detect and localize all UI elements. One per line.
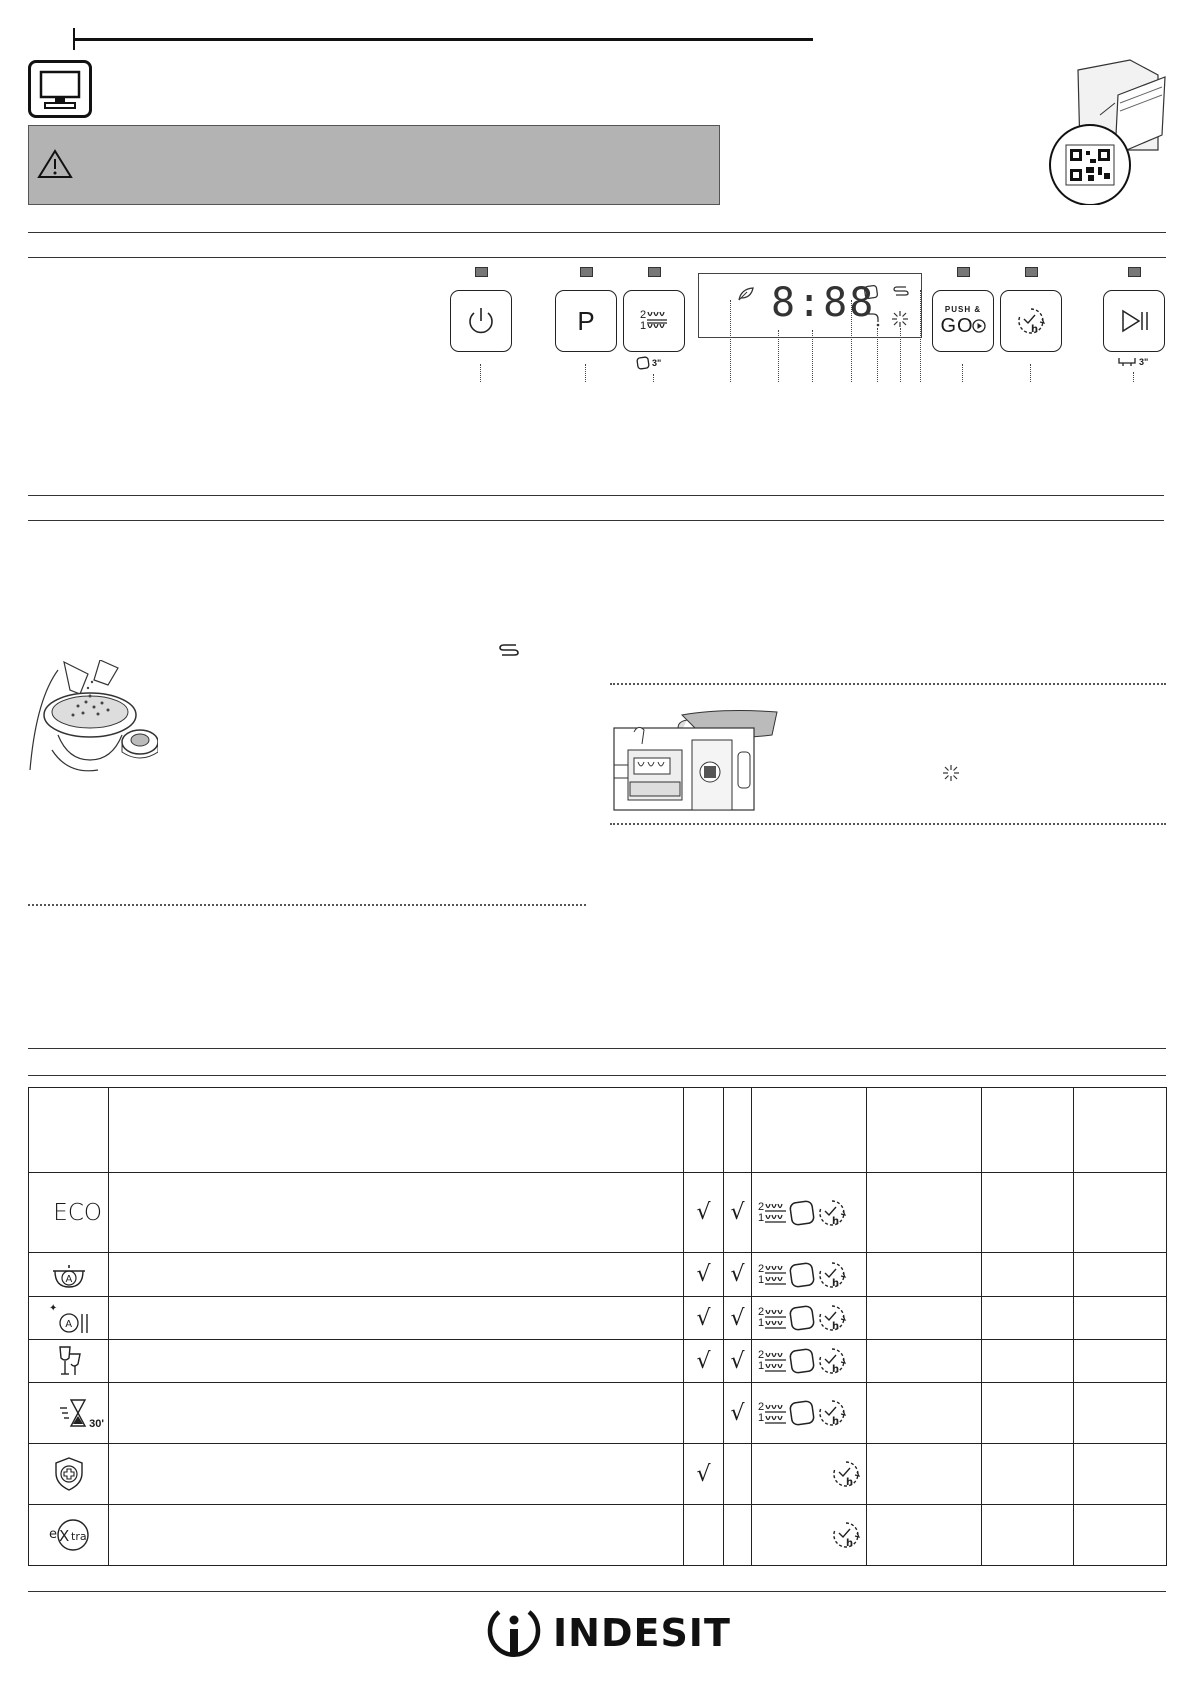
header-cell [752,1088,867,1173]
table-row [29,1505,1167,1566]
half-load-icon: 2 1 [758,1307,788,1329]
tick-cell [684,1505,724,1566]
glass-icon [54,1344,84,1378]
svg-text:h: h [832,1321,840,1332]
svg-text:h: h [846,1477,854,1488]
rinse-aid-illustration [612,710,782,815]
leader-line [585,364,586,382]
header-cell [29,1088,109,1173]
leader-line [730,300,731,382]
section-rule-3a [28,1048,1166,1049]
rinse-aid-icon [942,764,960,782]
value-cell [982,1505,1074,1566]
tablet-icon [636,356,650,370]
tablet-icon [788,1199,816,1227]
delay-start-button[interactable] [1000,290,1062,352]
delay-clock-icon [830,1519,862,1551]
table-row [29,1173,1167,1253]
warning-icon [37,148,73,180]
tick-cell: √ [724,1253,752,1297]
leader-line [480,364,481,382]
section-rule-1b [28,257,1166,258]
section-rule-2a [28,495,1164,496]
rinse-aid-icon [891,310,909,328]
header-cell [867,1088,982,1173]
header-cell [724,1088,752,1173]
delay-clock-icon [816,1345,848,1377]
half-load-icon: 2 1 [758,1264,788,1286]
svg-text:h: h [832,1215,840,1227]
program-description [109,1253,684,1297]
leader-line [900,328,901,382]
value-cell [1074,1383,1167,1444]
play-circle-icon [972,319,986,333]
svg-text:tra: tra [70,1530,87,1543]
tick-cell: √ [684,1444,724,1505]
warning-box [28,125,720,205]
svg-text:h: h [832,1277,840,1289]
salt-indicator-icon [893,285,909,297]
value-cell [982,1383,1074,1444]
leader-line [1030,364,1031,382]
play-pause-icon [1117,307,1151,335]
program-symbol: 30' [29,1383,109,1444]
svg-text:h: h [832,1416,840,1427]
leader-line [653,374,654,382]
program-symbol [29,1340,109,1383]
leader-line [877,328,878,382]
program-description [109,1340,684,1383]
tick-cell: √ [684,1297,724,1340]
value-cell [1074,1173,1167,1253]
program-table [28,1087,1167,1566]
tick-cell: √ [684,1253,724,1297]
dotted-separator-right-bottom [610,823,1166,825]
value-cell [867,1173,982,1253]
value-cell [982,1253,1074,1297]
options-cell [752,1297,867,1340]
options-icons [758,1197,866,1229]
program-description [109,1173,684,1253]
table-row [29,1444,1167,1505]
tablet-icon [788,1304,816,1332]
tick-cell: √ [684,1340,724,1383]
program-led [580,267,593,277]
indesit-logo [485,1604,731,1662]
table-row [29,1340,1167,1383]
tablet-icon [788,1399,816,1427]
header-cell [1074,1088,1167,1173]
value-cell [1074,1340,1167,1383]
table-row [29,1383,1167,1444]
value-cell [982,1297,1074,1340]
push-and-go-button[interactable]: PUSH & GO [932,290,994,352]
half-load-button[interactable] [623,290,685,352]
leader-line [962,364,963,382]
hygiene-shield-icon [52,1456,86,1492]
header-cell [109,1088,684,1173]
tick-cell [724,1444,752,1505]
program-symbol [29,1297,109,1340]
program-button[interactable] [555,290,617,352]
start-led [1128,267,1141,277]
value-cell [982,1444,1074,1505]
start-pause-button[interactable] [1103,290,1165,352]
tick-cell [684,1383,724,1444]
rack-icon [646,321,668,332]
pushgo-led [957,267,970,277]
display-panel [698,273,922,338]
auto-pot-icon [49,1259,89,1291]
half-load-icon: 2 1 [758,1350,788,1372]
salt-icon [498,642,520,658]
svg-text:✦: ✦ [48,1303,57,1314]
salt-filling-illustration [28,660,158,785]
header-cell [982,1088,1074,1173]
program-symbol: ECO [29,1173,109,1253]
program-symbol [29,1505,109,1566]
bottom-rule [28,1591,1166,1592]
value-cell [867,1505,982,1566]
section-rule-1a [28,232,1166,233]
svg-text:e: e [48,1527,57,1542]
rack-icon [646,310,668,321]
start-hold-hint: 3" [1117,356,1148,368]
tablet-icon [788,1261,816,1289]
top-rule-tick [73,28,75,50]
tablet-icon [788,1347,816,1375]
power-button[interactable] [450,290,512,352]
power-icon [464,304,498,338]
leader-line [778,330,779,382]
value-cell [1074,1505,1167,1566]
top-rule [73,38,813,41]
svg-text:X: X [58,1527,69,1545]
options-cell [752,1173,867,1253]
half-load-bottom-num: 1 [639,320,647,332]
section-rule-2b [28,520,1164,521]
options-cell [752,1340,867,1383]
tick-cell: √ [684,1173,724,1253]
leader-line [920,290,921,382]
half-load-icon: 2 1 [758,1402,788,1424]
water-tap-icon [863,310,883,328]
tick-cell: √ [724,1173,752,1253]
svg-text:A: A [64,1319,72,1330]
delay-clock-icon [1015,305,1047,337]
door-lock-icon [1117,356,1137,368]
tick-cell: √ [724,1383,752,1444]
svg-text:h: h [832,1364,840,1375]
dishwasher-qr-illustration [1040,55,1170,205]
auto-sparkle-icon [47,1301,91,1335]
monitor-icon [28,60,92,118]
delay-led [1025,267,1038,277]
tick-cell: √ [724,1297,752,1340]
header-cell [684,1088,724,1173]
tick-cell: √ [724,1340,752,1383]
program-symbol [29,1444,109,1505]
eco-leaf-icon [737,286,755,302]
options-cell [752,1383,867,1444]
value-cell [867,1444,982,1505]
value-cell [1074,1444,1167,1505]
dotted-separator-left [28,904,586,906]
extra-icon [47,1518,91,1552]
indesit-logo-icon [485,1604,543,1662]
dotted-separator-right-top [610,683,1166,685]
delay-clock-icon [830,1458,862,1490]
options-cell [752,1505,867,1566]
leader-line [851,300,852,382]
program-symbol [29,1253,109,1297]
half-load-icon: 2 1 [758,1202,788,1224]
value-cell [867,1383,982,1444]
program-description [109,1383,684,1444]
tick-cell [724,1505,752,1566]
delay-clock-icon [816,1397,848,1429]
program-button-label: P [577,305,595,336]
section-rule-3b [28,1075,1166,1076]
svg-text:h: h [1031,324,1039,335]
program-description [109,1444,684,1505]
display-digits: 8:88 [771,280,876,326]
table-row [29,1297,1167,1340]
options-cell [752,1253,867,1297]
tablet-indicator-icon [863,284,879,300]
brand-name: INDESIT [553,1611,731,1655]
delay-clock-icon [816,1302,848,1334]
quick-30-icon [59,1396,89,1430]
delay-clock-icon [816,1197,848,1229]
program-description [109,1297,684,1340]
value-cell [867,1253,982,1297]
value-cell [867,1297,982,1340]
delay-clock-icon [816,1259,848,1291]
table-row [29,1253,1167,1297]
half-load-led [648,267,661,277]
value-cell [982,1173,1074,1253]
value-cell [1074,1297,1167,1340]
table-header-row [29,1088,1167,1173]
power-led [475,267,488,277]
tablet-hold-hint: 3" [636,356,661,370]
program-description [109,1505,684,1566]
value-cell [1074,1253,1167,1297]
leader-line [812,330,813,382]
half-load-top-num: 2 [639,309,647,321]
svg-text:A: A [65,1273,72,1285]
options-cell [752,1444,867,1505]
value-cell [982,1340,1074,1383]
svg-text:h: h [846,1538,854,1549]
value-cell [867,1340,982,1383]
leader-line [1133,372,1134,382]
